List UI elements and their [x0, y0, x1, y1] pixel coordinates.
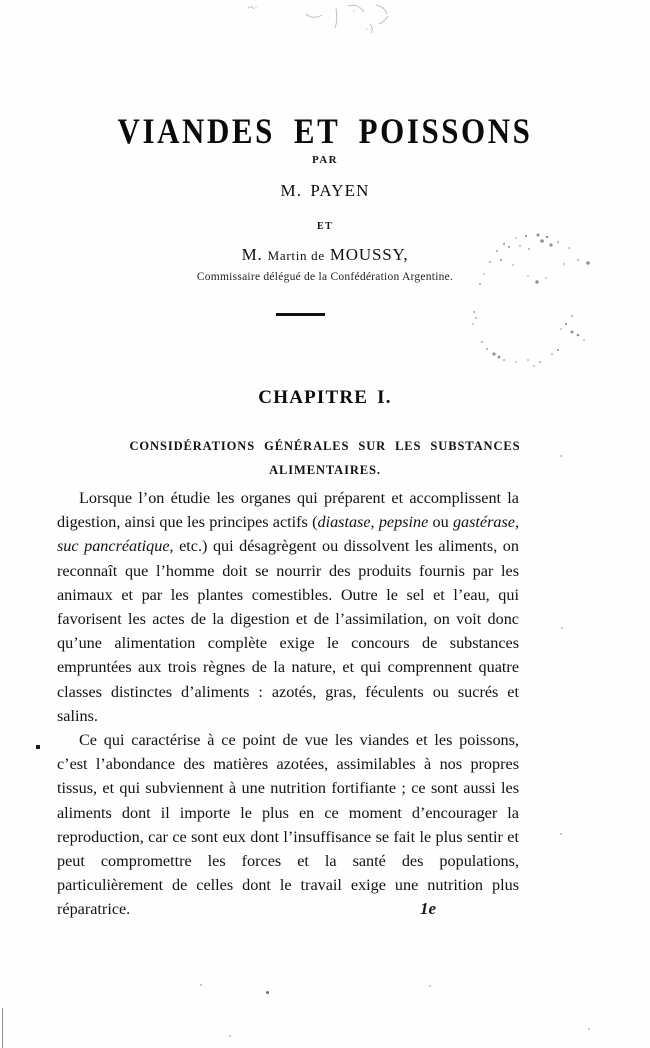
body-text	[57, 486, 519, 922]
author-secondary	[0, 245, 650, 265]
conjunction-label: ET	[317, 221, 333, 232]
page-title: VIANDES ET POISSONS	[117, 111, 533, 152]
paragraph-emphasis: diastase, pepsine	[317, 513, 429, 532]
scan-edge-line	[2, 1008, 3, 1048]
page-speck	[561, 627, 563, 629]
byline-label: PAR	[312, 154, 338, 166]
chapter-heading: CHAPITRE I.	[258, 386, 392, 408]
paragraph: Ce qui caractérise à ce point de vue les viandes et les poissons, c’est l’abondance des matières azotées, assimilables à nos propres tissus, et qui subviennent à une nutrition fortifiante ; ce sont aussi les aliments dont il importe le plus en ce moment d’encourager la reproduction, car ce sont eux dont l’insuffisance se fait le plus sentir et peut compromettre les forces et la santé des populations, particulièrement de celles dont le travail exige une nutrition plus réparatrice.	[57, 731, 519, 919]
section-heading: CONSIDÉRATIONS GÉNÉRALES SUR LES SUBSTANCES ALIMENTAIRES.	[129, 438, 521, 477]
paragraph-run: , etc.) qui désagrègent ou dissolvent les aliments, on reconnaît que l’homme doit se nourrir des produits fournis par les animaux et par les plantes comestibles. Outre le sel et l’eau, qui favorisent les actes de la digestion et de l’assimilation, on voit donc qu’une alimentation complète exige le concours de substances empruntées aux trois règnes de la nature, et qui comprennent quatre classes distinctes d’aliments : azotés, gras, féculents ou sucrés et salins.	[57, 537, 519, 725]
author-primary: M. PAYEN	[280, 181, 370, 200]
author-secondary-initial: M.	[241, 245, 268, 264]
folio-mark: 1e	[420, 899, 437, 918]
page-speck	[560, 455, 562, 457]
page-speck	[200, 984, 202, 986]
paragraph	[57, 486, 519, 728]
paragraph-run: Lorsque l’on étudie les organes qui préparent et accomplissent la digestion, ainsi que les principes actifs (	[57, 489, 519, 532]
paragraph-emphasis: gastérase, suc pancréatique	[57, 513, 520, 556]
margin-mark	[36, 745, 40, 749]
divider-rule	[276, 313, 325, 316]
page-speck	[588, 1028, 590, 1030]
author-secondary-surname: MOUSSY,	[324, 245, 409, 264]
page-speck	[229, 1035, 231, 1037]
author-role: Commissaire délégué de la Confédération Argentine.	[196, 271, 454, 283]
paragraph-run: ou	[428, 513, 453, 532]
page-speck	[560, 833, 562, 835]
scan-smudge-top	[236, 2, 411, 36]
author-secondary-particle: Martin de	[267, 248, 325, 263]
page-speck	[429, 985, 431, 987]
page-speck	[266, 991, 269, 994]
